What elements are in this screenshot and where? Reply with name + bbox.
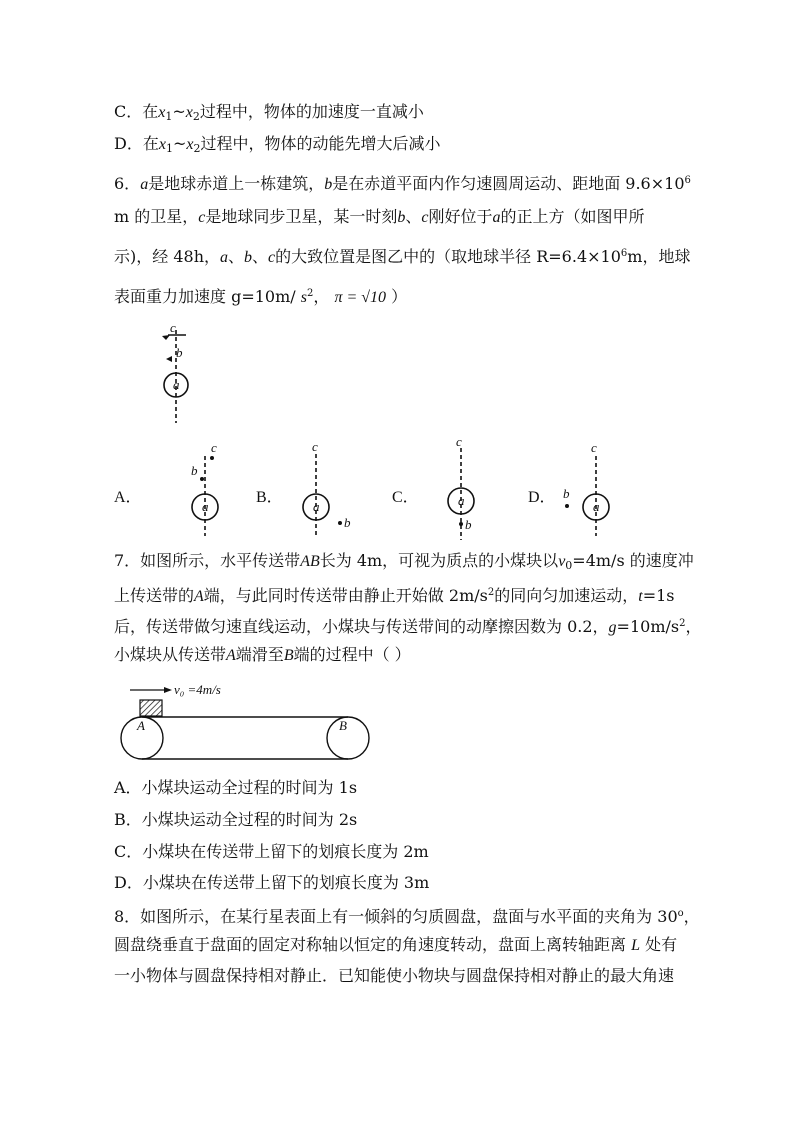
opt-b-label-b: b: [344, 515, 351, 530]
fig-jia-label-a: a: [173, 377, 180, 392]
q6-line-3: 示)，经 48h，a、b、c的大致位置是图乙中的（取地球半径 $R=6.4\times 10^6m$，地球: [114, 247, 691, 266]
right-roller: [327, 717, 369, 759]
q7-line-3: 后，传送带做匀速直线运动，小煤块与传送带间的动摩擦因数为 0.2，$g=10m/s^2$，: [114, 617, 702, 636]
opt-c-label-a: a: [458, 493, 465, 508]
q8-line-1: 8．如图所示，在某行星表面上有一倾斜的匀质圆盘，盘面与水平面的夹角为 30$^o$，: [114, 907, 700, 926]
q6-option-a-figure: [180, 440, 230, 540]
q6-line-4: 表面重力加速度 g=10m/ $s^2$， π = √10 ）: [114, 287, 408, 306]
opt-a-label-a: a: [202, 499, 209, 514]
q6-option-d-label: D．: [528, 489, 556, 506]
opt-d-label-c: c: [591, 440, 597, 455]
q6-option-b-figure: [296, 440, 356, 540]
q6-option-d-figure: [556, 440, 626, 540]
fig-jia-label-c: c: [170, 320, 176, 335]
q6-option-c-label: C．: [392, 489, 419, 506]
q7-label-b: B: [339, 718, 347, 733]
q7-option-a: A．小煤块运动全过程的时间为 1s: [114, 778, 358, 797]
q6-figure-jia: [140, 318, 210, 428]
fig-jia-label-b: b: [176, 345, 183, 360]
opt-c-label-c: c: [456, 434, 462, 449]
coal-block: [140, 700, 162, 716]
opt-d-label-a: a: [593, 499, 600, 514]
opt-c-label-b: b: [465, 517, 472, 532]
opt-a-label-c: c: [211, 440, 217, 455]
opt-d-label-b: b: [563, 486, 570, 501]
q6-line-2: m 的卫星，c是地球同步卫星，某一时刻b、c刚好位于a的正上方（如图甲所: [114, 207, 645, 226]
q7-option-b: B．小煤块运动全过程的时间为 2s: [114, 810, 358, 829]
q5-option-c: C．在$x_1\sim x_2$过程中，物体的加速度一直减小: [114, 102, 424, 123]
q6-option-b-label: B．: [256, 489, 283, 506]
q7-line-4: 小煤块从传送带A端滑至B端的过程中（ ）: [114, 645, 411, 664]
q6-option-a-label: A．: [114, 489, 142, 506]
q6-line-1: 6．a是地球赤道上一栋建筑，b是在赤道平面内作匀速圆周运动、距地面 $9.6\times 10^6$: [114, 174, 691, 193]
q7-conveyor-figure: [118, 680, 378, 762]
q7-velocity-label: v₀ =4m/s: [174, 682, 221, 697]
q7-line-1: 7．如图所示，水平传送带AB长为 4m，可视为质点的小煤块以$v_0=4m/s$ 的速度冲: [114, 551, 694, 572]
q7-option-c: C．小煤块在传送带上留下的划痕长度为 2m: [114, 842, 429, 861]
q8-line-2: 圆盘绕垂直于盘面的固定对称轴以恒定的角速度转动，盘面上离转轴距离 L 处有: [114, 935, 678, 954]
opt-b-label-a: a: [313, 499, 320, 514]
opt-b-label-c: c: [312, 439, 318, 454]
q8-line-3: 一小物体与圆盘保持相对静止．已知能使小物块与圆盘保持相对静止的最大角速: [114, 966, 675, 985]
q7-label-a: A: [137, 718, 145, 733]
q5-option-d: D．在$x_1\sim x_2$过程中，物体的动能先增大后减小: [114, 134, 441, 155]
q7-line-2: 上传送带的A端，与此同时传送带由静止开始做 $2m/s^2$的同向匀加速运动，t=1s: [114, 586, 675, 605]
q6-option-c-figure: [440, 436, 490, 542]
opt-a-label-b: b: [191, 463, 198, 478]
q7-option-d: D．小煤块在传送带上留下的划痕长度为 3m: [114, 873, 430, 892]
